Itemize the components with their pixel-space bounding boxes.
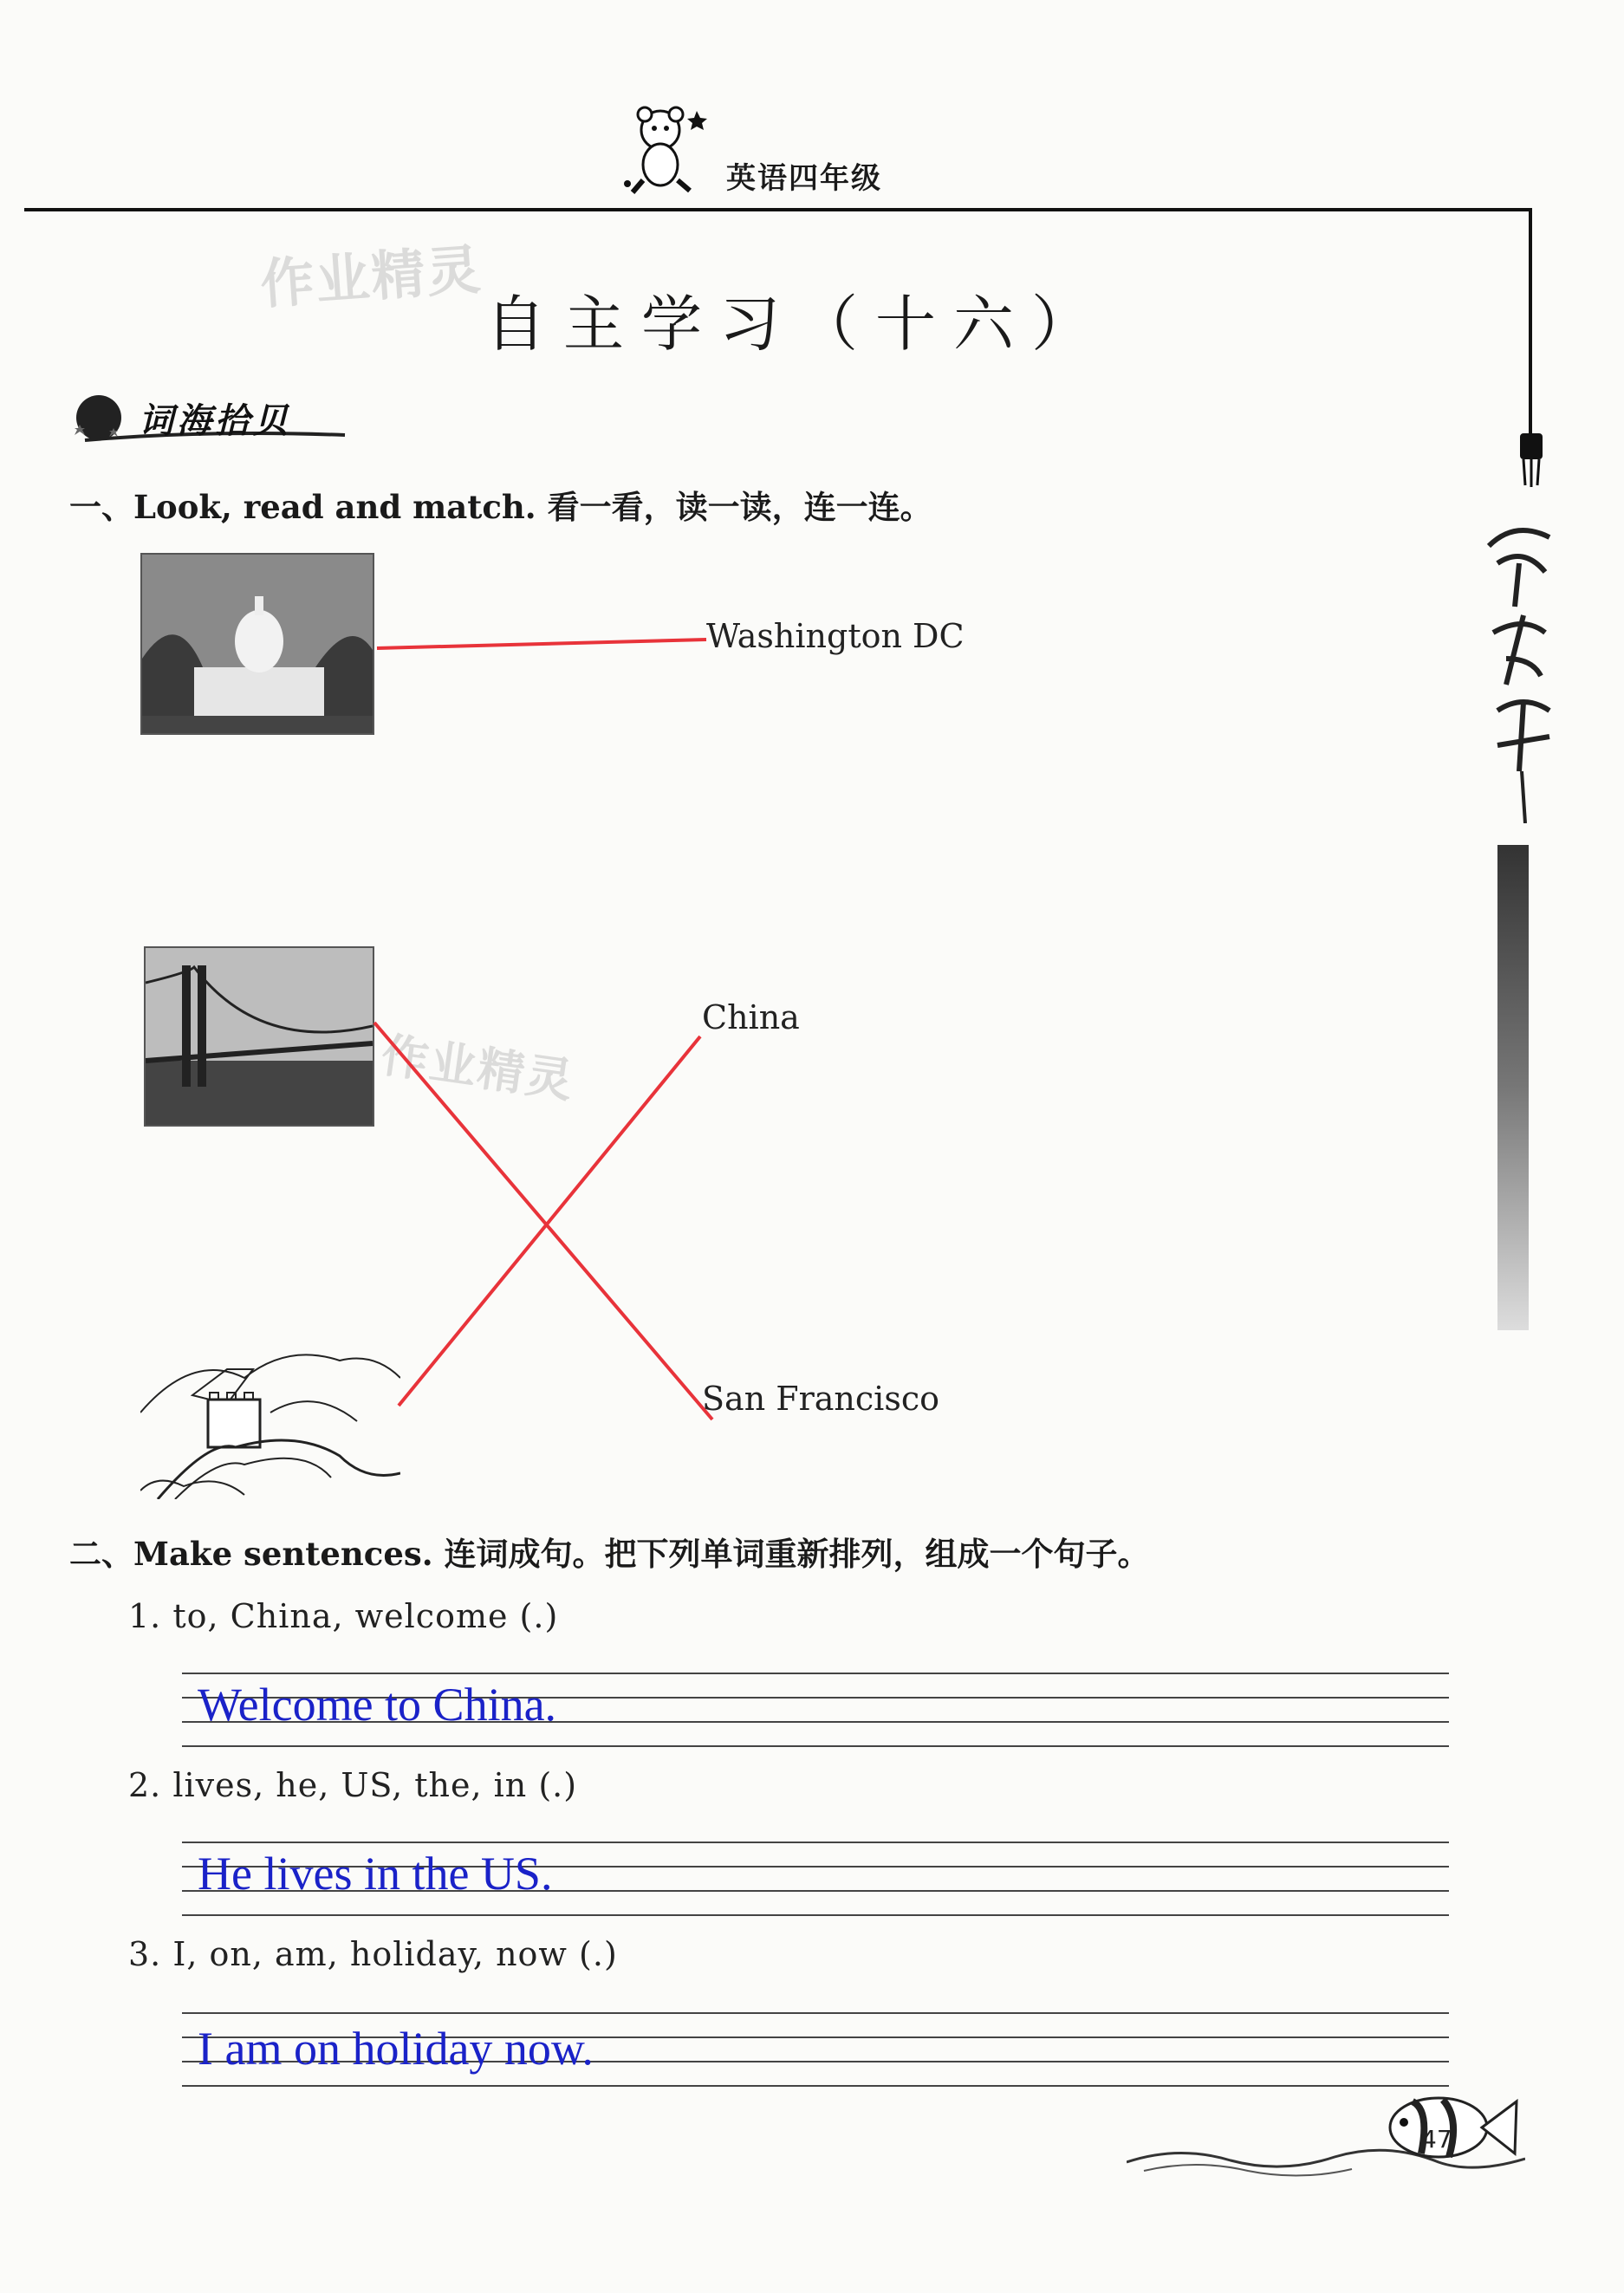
fish-wave-decoration-icon <box>1127 2084 1525 2179</box>
sentence-prompt-2: 2. lives, he, US, the, in (.) <box>128 1766 578 1804</box>
section-badge-label: 词海拾贝 <box>139 401 291 441</box>
watermark: 作业精灵 <box>258 237 484 316</box>
writing-line <box>182 1914 1449 1916</box>
match-option-san-francisco: San Francisco <box>702 1380 939 1418</box>
watermark-secondary: 作业精灵 <box>378 1027 578 1109</box>
side-gradient-strip <box>1497 845 1529 1330</box>
page-title: 自主学习（十六） <box>485 289 1109 360</box>
calligraphy-side-title-icon <box>1471 511 1567 823</box>
writing-line <box>182 1673 1449 1674</box>
grade-label: 英语四年级 <box>726 161 882 196</box>
question-1-heading: 一、Look, read and match. 看一看，读一读，连一连。 <box>69 488 932 526</box>
answer-line-capitol-to-dc <box>377 640 706 648</box>
sentence-answer-1[interactable]: Welcome to China. <box>198 1679 557 1731</box>
question-2-heading: 二、Make sentences. 连词成句。把下列单词重新排列，组成一个句子。 <box>69 1535 1150 1573</box>
match-option-china: China <box>702 998 800 1036</box>
sentence-prompt-3: 3. I, on, am, holiday, now (.) <box>128 1935 618 1973</box>
match-option-washington-dc: Washington DC <box>706 617 965 655</box>
sentence-prompt-1: 1. to, China, welcome (.) <box>128 1597 559 1635</box>
page-number: 47 <box>1421 2125 1452 2153</box>
writing-line <box>182 1745 1449 1747</box>
writing-line <box>182 1842 1449 1843</box>
sentence-answer-2[interactable]: He lives in the US. <box>198 1848 553 1900</box>
writing-line <box>182 2012 1449 2014</box>
sentence-answer-3[interactable]: I am on holiday now. <box>198 2023 594 2075</box>
